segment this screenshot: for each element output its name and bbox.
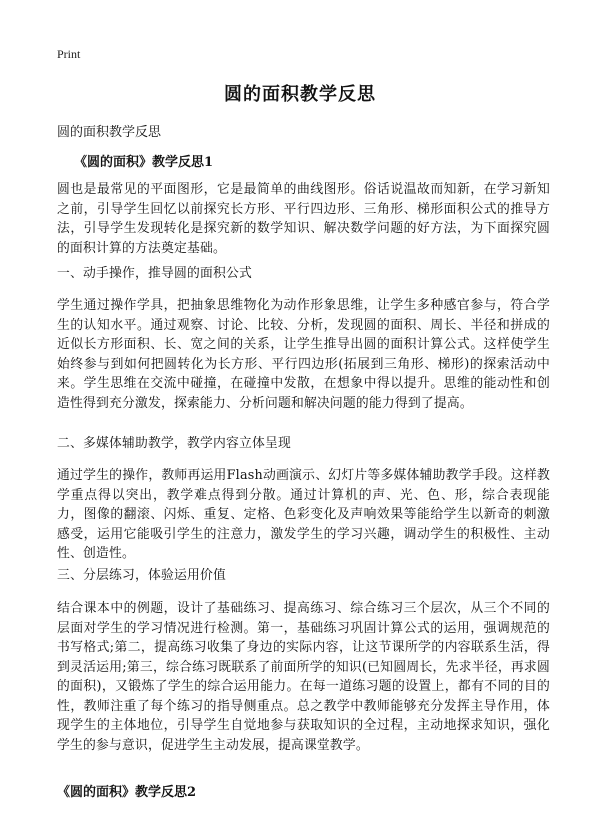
document-subtitle: 圆的面积教学反思 (57, 125, 162, 140)
reflection-heading-2: 《圆的面积》教学反思2 (57, 785, 197, 800)
section-1-body: 学生通过操作学具，把抽象思维物化为动作形象思维，让学生多种感官参与，符合学生的认知水平。通过观察、讨论、比较、分析，发现圆的面积、周长、半径和拼成的近似长方形面积、长、宽之间的关系，让学生推导出圆的面积计算公式。这样使学生始终参与到如何把圆转化为长方形、平行四边形(拓展到三角形、梯形)的探索活动中来。学生思维在交流中碰撞，在碰撞中发散，在想象中得以提升。思维的能动性和创造性得到充分激发，探索能力、分析问题和解决问题的能力得到了提高。 (57, 298, 550, 411)
section-3-title: 三、分层练习，体验运用价值 (57, 568, 226, 583)
section-2-body: 通过学生的操作，教师再运用Flash动画演示、幻灯片等多媒体辅助教学手段。这样教学重点得以突出，教学难点得到分散。通过计算机的声、光、色、形，综合表现能力，图像的翻滚、闪烁、重复、定格、色彩变化及声响效果等能给学生以新奇的刺激感受，运用它能吸引学生的注意力，激发学生的学习兴趣，调动学生的积极性、主动性、创造性。 (57, 468, 550, 561)
document-title: 圆的面积教学反思 (224, 84, 376, 105)
section-1-title: 一、动手操作，推导圆的面积公式 (57, 266, 252, 281)
intro-paragraph: 圆也是最常见的平面图形，它是最简单的曲线图形。俗话说温故而知新，在学习新知之前，引导学生回忆以前探究长方形、平行四边形、三角形、梯形面积公式的推导方法，引导学生发现转化是探究新的数学知识、解决数学问题的好方法，为下面探究圆的面积计算的方法奠定基础。 (57, 182, 550, 256)
section-3-body: 结合课本中的例题，设计了基础练习、提高练习、综合练习三个层次，从三个不同的层面对学生的学习情况进行检测。第一，基础练习巩固计算公式的运用，强调规范的书写格式;第二，提高练习收集了身边的实际内容，让这节课所学的内容联系生活，得到灵活运用;第三，综合练习既联系了前面所学的知识(已知圆周长，先求半径，再求圆的面积)，又锻炼了学生的综合运用能力。在每一道练习题的设置上，都有不同的目的性，教师注重了每个练习的指导侧重点。总之教学中教师能够充分发挥主导作用，体现学生的主体地位，引导学生自觉地参与获取知识的全过程，主动地探求知识，强化学生的参与意识，促进学生主动发展，提高课堂教学。 (57, 601, 550, 753)
reflection-heading-1: 《圆的面积》教学反思1 (74, 155, 214, 170)
section-2-title: 二、多媒体辅助教学，教学内容立体呈现 (57, 436, 291, 451)
print-label: Print (57, 47, 81, 61)
